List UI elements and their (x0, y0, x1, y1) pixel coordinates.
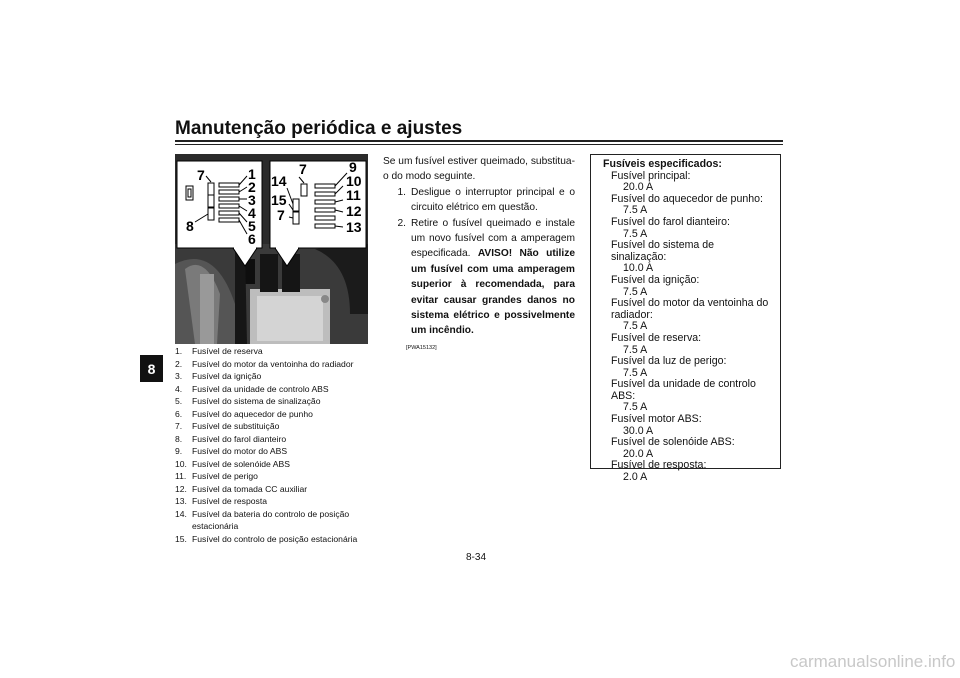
spec-heading: Fusíveis especificados: (603, 158, 722, 170)
legend-number: 7. (175, 421, 183, 431)
right-callout-15: 15 (271, 192, 287, 208)
spec-fuse-name: Fusível da luz de perigo: (611, 355, 727, 368)
left-callout-5: 5 (248, 218, 256, 234)
right-callout-7-bottom: 7 (277, 207, 285, 223)
fuse-box-illustration (175, 154, 368, 344)
legend-item (175, 470, 380, 483)
step-2-text: Retire o fusível queimado e instale um novo fusível com a amperagem especificada. (411, 217, 575, 260)
spec-fuse-rating: 20.0 A (623, 447, 654, 460)
spec-fuse-rating: 20.0 A (623, 181, 654, 194)
title-rule-thin (175, 144, 783, 145)
legend-text: Fusível da ignição (192, 371, 262, 381)
legend-item (175, 495, 380, 508)
spec-fuse-rating: 7.5 A (623, 320, 648, 333)
spec-fuse-name: Fusível de solenóide ABS: (611, 436, 735, 449)
spec-fuse-name: Fusível do motor da ventoinha do radiador: (611, 297, 769, 321)
spec-fuse-name: Fusível de reserva: (611, 331, 702, 344)
legend-item (175, 358, 380, 371)
legend-text: Fusível do sistema de sinalização (192, 396, 321, 406)
legend-item (175, 508, 380, 521)
legend-number: 13. (175, 496, 187, 506)
spec-fuse-name: Fusível principal: (611, 169, 691, 182)
legend-text: Fusível do motor da ventoinha do radiador (192, 358, 354, 369)
legend-number: 10. (175, 458, 187, 469)
legend-item (175, 420, 380, 433)
legend-text: Fusível da unidade de controlo ABS (192, 383, 329, 394)
legend-number: 12. (175, 483, 187, 494)
legend-text: Fusível de perigo (192, 471, 258, 481)
step-text (411, 216, 575, 339)
legend-number: 5. (175, 396, 183, 406)
intro-paragraph: Se um fusível estiver queimado, substitua-o do modo seguinte. (383, 156, 575, 183)
spec-fuse-rating: 7.5 A (623, 343, 648, 356)
right-callout-10: 10 (346, 173, 362, 189)
right-callout-7-top: 7 (299, 161, 307, 177)
legend-text: Fusível de solenóide ABS (192, 458, 290, 469)
spec-fuse-rating: 10.0 A (623, 262, 654, 275)
legend-number: 4. (175, 383, 183, 394)
step-number: 2. (397, 217, 406, 229)
legend-item (175, 345, 380, 358)
legend-text: Fusível do controlo de posição estacionária (192, 533, 358, 544)
spec-fuse-rating: 7.5 A (623, 227, 648, 240)
legend-number: 8. (175, 433, 183, 444)
legend-text: Fusível de resposta (192, 496, 267, 506)
fuse-spec-box (590, 154, 781, 484)
left-callout-4: 4 (248, 205, 256, 221)
spec-fuse-name: Fusível de resposta: (611, 459, 707, 472)
step-1 (383, 185, 575, 216)
spec-fuse-rating: 2.0 A (623, 471, 648, 484)
legend-item (175, 383, 380, 396)
watermark: carmanualsonline.info (790, 652, 956, 671)
left-callout-8: 8 (186, 218, 194, 234)
legend-number: 15. (175, 533, 187, 544)
legend-number: 11. (175, 471, 187, 481)
legend-item (175, 395, 380, 408)
left-callout-7: 7 (197, 167, 205, 183)
legend-text: Fusível do motor do ABS (192, 446, 288, 456)
left-callout-2: 2 (248, 179, 256, 195)
spec-fuse-rating: 7.5 A (623, 204, 648, 217)
step-text: Desligue o interruptor principal e o circuito elétrico em questão. (411, 186, 575, 214)
spec-fuse-name: Fusível do aquecedor de punho: (611, 192, 763, 205)
left-callout-3: 3 (248, 192, 256, 208)
title-rule (175, 140, 783, 142)
legend-text: Fusível do farol dianteiro (192, 433, 287, 444)
left-callout-6: 6 (248, 231, 256, 247)
legend-number: 14. (175, 508, 187, 519)
fuse-box-figure (175, 154, 368, 344)
legend-item (175, 370, 380, 383)
spec-fuse-rating: 7.5 A (623, 285, 648, 298)
instruction-text (383, 154, 575, 356)
spec-fuse-name: Fusível da unidade de controlo ABS: (611, 378, 756, 402)
page-title: Manutenção periódica e ajustes (175, 118, 463, 139)
legend-text: Fusível do aquecedor de punho (192, 408, 313, 419)
page-number: 8-34 (466, 552, 487, 563)
legend-text: Fusível da tomada CC auxiliar (192, 483, 308, 494)
spec-fuse-name: Fusível da ignição: (611, 273, 700, 286)
chapter-tab: 8 (140, 355, 163, 382)
warning-text: AVISO! Não utilize um fusível com uma amperagem superior à recomendada, para evitar causar grandes danos no sistema elétrico e possivelmente um incêndio. (411, 248, 575, 337)
right-callout-13: 13 (346, 219, 362, 235)
spec-fuse-rating: 30.0 A (623, 424, 654, 437)
legend-item (175, 533, 380, 546)
right-callout-9: 9 (349, 159, 357, 175)
step-number: 1. (397, 186, 406, 198)
legend-item (175, 458, 380, 471)
right-callout-11: 11 (346, 187, 361, 203)
spec-fuse-name: Fusível motor ABS: (611, 413, 702, 426)
legend-number: 1. (175, 346, 183, 356)
step-2 (383, 216, 575, 339)
legend-item (175, 433, 380, 446)
right-callout-14: 14 (271, 173, 287, 189)
legend-number: 3. (175, 371, 183, 381)
left-callout-1: 1 (248, 166, 256, 182)
legend-text: Fusível de substituição (192, 421, 280, 431)
legend-number: 9. (175, 446, 183, 456)
legend-item (175, 483, 380, 496)
legend-text-continued: estacionária (192, 521, 239, 531)
spec-fuse-rating: 7.5 A (623, 366, 648, 379)
warning-code: [PWA15132] (406, 344, 437, 351)
legend-item (175, 408, 380, 421)
legend-text: Fusível de reserva (192, 346, 263, 356)
right-callout-12: 12 (346, 203, 362, 219)
figure-legend (175, 345, 380, 545)
legend-item (175, 445, 380, 458)
legend-text: Fusível da bateria do controlo de posição (192, 508, 350, 519)
spec-fuse-rating: 7.5 A (623, 401, 648, 414)
spec-fuse-name: Fusível do farol dianteiro: (611, 215, 730, 228)
legend-number: 2. (175, 358, 183, 369)
legend-number: 6. (175, 408, 183, 419)
spec-fuse-name: Fusível do sistema de sinalização: (611, 239, 715, 263)
